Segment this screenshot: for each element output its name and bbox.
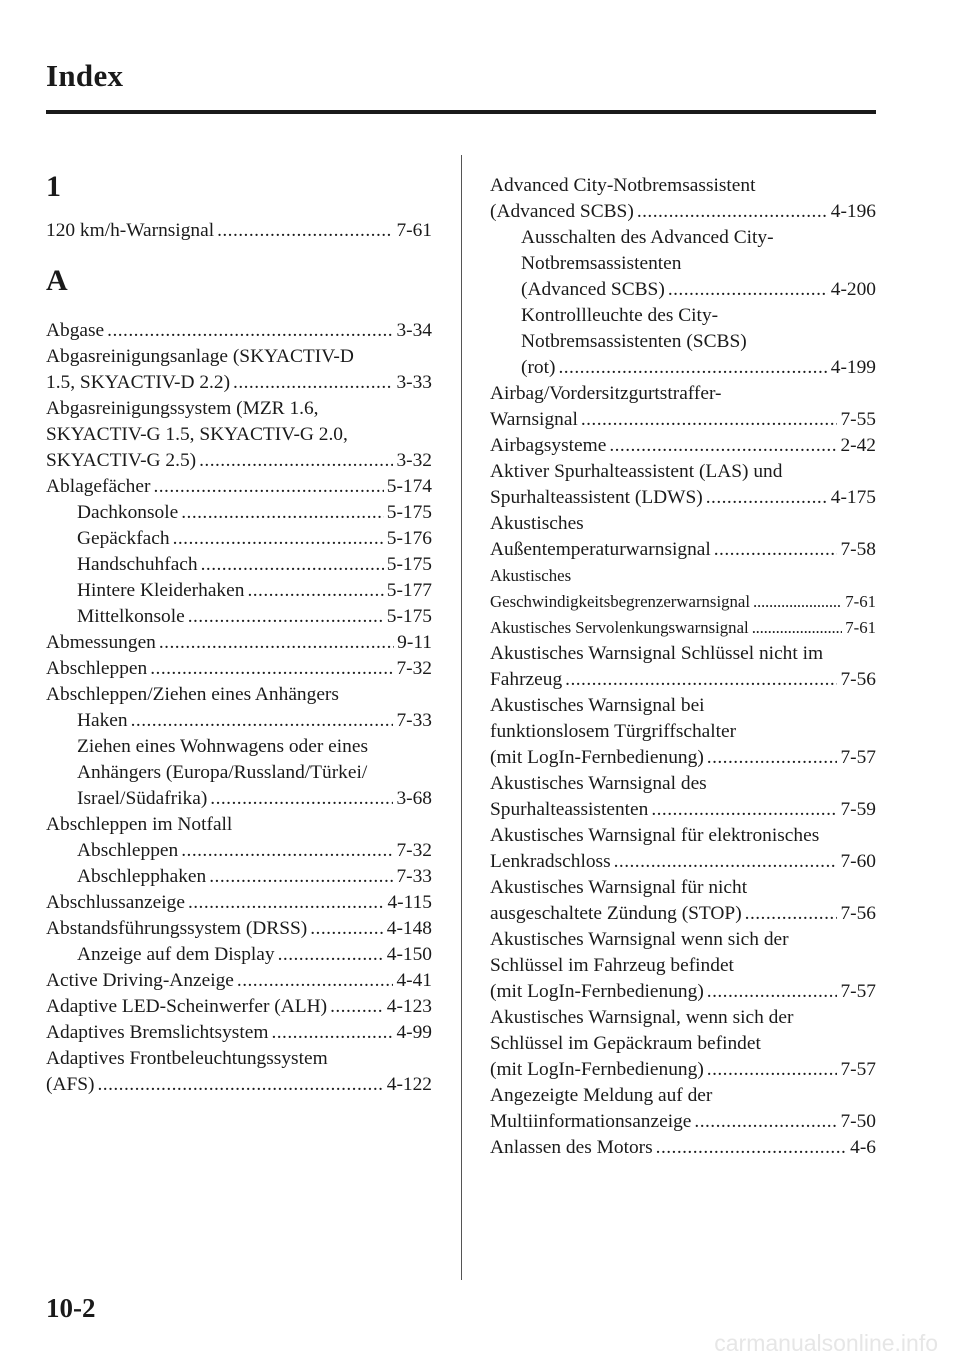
index-entry: [490, 563, 876, 589]
index-section-1: [46, 218, 432, 244]
dot-leader: [181, 500, 384, 526]
entry-term: Abschleppen/Ziehen eines Anhängers: [46, 684, 339, 705]
entry-page-ref: 2-42: [840, 435, 876, 456]
index-entry: [490, 1005, 876, 1031]
index-entry: [490, 433, 876, 459]
index-section-a: [46, 318, 432, 1098]
dot-leader: [150, 656, 393, 682]
index-entry: [490, 667, 876, 693]
entry-term: (Advanced SCBS): [490, 201, 634, 222]
entry-term: Anhängers (Europa/Russland/Türkei/: [77, 762, 368, 783]
entry-term: (rot): [521, 357, 556, 378]
index-entry: [46, 994, 432, 1020]
dot-leader: [217, 218, 393, 244]
entry-term: Adaptive LED-Scheinwerfer (ALH): [46, 996, 328, 1017]
watermark: carmanualsonline.info: [714, 1330, 938, 1356]
index-entry: [490, 953, 876, 979]
index-entry: [46, 812, 432, 838]
index-entry: [490, 745, 876, 771]
dot-leader: [707, 745, 838, 771]
entry-term: Außentemperaturwarnsignal: [490, 539, 711, 560]
index-entry: [46, 916, 432, 942]
index-entry: [46, 942, 432, 968]
dot-leader: [181, 838, 393, 864]
entry-term: Dachkonsole: [77, 502, 179, 523]
entry-term: Lenkradschloss: [490, 851, 611, 872]
index-entry: [490, 225, 876, 251]
entry-term: Abgasreinigungssystem (MZR 1.6,: [46, 398, 319, 419]
index-entry: [490, 537, 876, 563]
entry-page-ref: 7-50: [840, 1111, 876, 1132]
index-entry: [490, 355, 876, 381]
entry-page-ref: 4-199: [830, 357, 876, 378]
entry-term: Hintere Kleiderhaken: [77, 580, 245, 601]
index-column-right: [490, 173, 876, 1161]
dot-leader: [745, 901, 838, 927]
index-entry: [46, 604, 432, 630]
entry-page-ref: 7-60: [840, 851, 876, 872]
dot-leader: [237, 968, 394, 994]
index-entry: [490, 173, 876, 199]
dot-leader: [707, 979, 838, 1005]
index-entry: [490, 927, 876, 953]
index-entry: [46, 422, 432, 448]
index-entry: [46, 1072, 432, 1098]
entry-term: Aktiver Spurhalteassistent (LAS) und: [490, 461, 783, 482]
dot-leader: [107, 318, 393, 344]
entry-page-ref: 3-32: [396, 450, 432, 471]
entry-term: Akustisches Warnsignal bei: [490, 695, 705, 716]
entry-term: (AFS): [46, 1074, 95, 1095]
index-entry: [490, 615, 876, 641]
index-entry: [490, 511, 876, 537]
section-letter: 1: [46, 170, 61, 203]
dot-leader: [188, 890, 385, 916]
dot-leader: [310, 916, 384, 942]
index-entry: [46, 396, 432, 422]
entry-page-ref: 5-174: [386, 476, 432, 497]
dot-leader: [173, 526, 384, 552]
dot-leader: [330, 994, 384, 1020]
entry-term: Airbag/Vordersitzgurtstraffer-: [490, 383, 722, 404]
entry-page-ref: 4-175: [830, 487, 876, 508]
index-entry: [490, 797, 876, 823]
index-entry: [46, 786, 432, 812]
entry-page-ref: 7-57: [840, 981, 876, 1002]
entry-term: Akustisches Servolenkungswarnsignal: [490, 618, 749, 637]
entry-page-ref: 4-196: [830, 201, 876, 222]
index-entry: [490, 303, 876, 329]
entry-term: SKYACTIV-G 1.5, SKYACTIV-G 2.0,: [46, 424, 348, 445]
entry-term: Abgasreinigungsanlage (SKYACTIV-D: [46, 346, 354, 367]
index-entry: [490, 823, 876, 849]
dot-leader: [201, 552, 384, 578]
index-entry: [490, 979, 876, 1005]
entry-page-ref: 7-56: [840, 903, 876, 924]
index-entry: [490, 329, 876, 355]
index-entry: [490, 251, 876, 277]
entry-page-ref: 3-34: [396, 320, 432, 341]
entry-page-ref: 7-55: [840, 409, 876, 430]
entry-page-ref: 5-175: [386, 606, 432, 627]
dot-leader: [278, 942, 384, 968]
entry-page-ref: 7-32: [396, 840, 432, 861]
index-entry: [490, 641, 876, 667]
entry-term: 1.5, SKYACTIV-D 2.2): [46, 372, 231, 393]
entry-term: Akustisches Warnsignal des: [490, 773, 707, 794]
dot-leader: [706, 485, 828, 511]
entry-term: Akustisches Warnsignal für elektronisches: [490, 825, 820, 846]
entry-term: Notbremsassistenten (SCBS): [521, 331, 747, 352]
index-entry: [490, 1135, 876, 1161]
entry-term: Warnsignal: [490, 409, 578, 430]
entry-page-ref: 5-176: [386, 528, 432, 549]
index-entry: [46, 708, 432, 734]
index-entry: [490, 199, 876, 225]
dot-leader: [753, 589, 842, 615]
dot-leader: [651, 797, 837, 823]
index-entry: [46, 682, 432, 708]
entry-term: Geschwindigkeitsbegrenzerwarnsignal: [490, 592, 751, 611]
index-entry: [490, 1031, 876, 1057]
entry-term: Advanced City-Notbremsassistent: [490, 175, 756, 196]
index-entry: [46, 968, 432, 994]
dot-leader: [159, 630, 394, 656]
entry-page-ref: 3-68: [396, 788, 432, 809]
entry-term: ausgeschaltete Zündung (STOP): [490, 903, 742, 924]
entry-term: funktionslosem Türgriffschalter: [490, 721, 737, 742]
index-entry: [46, 218, 432, 244]
entry-page-ref: 7-59: [840, 799, 876, 820]
entry-page-ref: 7-57: [840, 1059, 876, 1080]
entry-page-ref: 4-6: [850, 1137, 876, 1158]
entry-page-ref: 7-58: [840, 539, 876, 560]
entry-term: Kontrollleuchte des City-: [521, 305, 719, 326]
dot-leader: [188, 604, 384, 630]
dot-leader: [581, 407, 838, 433]
dot-leader: [609, 433, 837, 459]
dot-leader: [558, 355, 827, 381]
dot-leader: [637, 199, 828, 225]
index-entry: [46, 890, 432, 916]
entry-term: Akustisches Warnsignal für nicht: [490, 877, 748, 898]
dot-leader: [614, 849, 838, 875]
entry-page-ref: 5-177: [386, 580, 432, 601]
index-entry: [490, 849, 876, 875]
index-entry: [490, 719, 876, 745]
entry-page-ref: 4-115: [387, 892, 432, 913]
column-divider: [461, 155, 462, 1280]
index-entry: [46, 578, 432, 604]
entry-page-ref: 7-61: [396, 220, 432, 241]
index-entry: [490, 693, 876, 719]
entry-page-ref: 9-11: [397, 632, 432, 653]
index-column-left: [46, 170, 432, 1098]
index-entry: [490, 589, 876, 615]
entry-page-ref: 7-33: [396, 866, 432, 887]
entry-page-ref: 7-61: [845, 592, 876, 611]
index-entry: [490, 381, 876, 407]
entry-term: Akustisches Warnsignal wenn sich der: [490, 929, 789, 950]
entry-page-ref: 7-32: [396, 658, 432, 679]
entry-term: Akustisches Warnsignal Schlüssel nicht im: [490, 643, 824, 664]
index-entry: [46, 864, 432, 890]
entry-term: Akustisches: [490, 566, 572, 585]
entry-page-ref: 7-33: [396, 710, 432, 731]
entry-term: Abgase: [46, 320, 105, 341]
entry-term: Akustisches: [490, 513, 584, 534]
header-rule: [46, 110, 876, 114]
dot-leader: [714, 537, 838, 563]
entry-term: Adaptives Bremslichtsystem: [46, 1022, 269, 1043]
index-entry: [490, 771, 876, 797]
entry-term: Schlüssel im Fahrzeug befindet: [490, 955, 734, 976]
entry-term: Spurhalteassistenten: [490, 799, 649, 820]
entry-term: Anzeige auf dem Display: [77, 944, 275, 965]
entry-term: Abschlussanzeige: [46, 892, 185, 913]
index-entry: [46, 344, 432, 370]
entry-page-ref: 7-56: [840, 669, 876, 690]
entry-page-ref: 4-123: [386, 996, 432, 1017]
index-entry: [46, 370, 432, 396]
entry-page-ref: 4-122: [386, 1074, 432, 1095]
index-entry: [46, 1020, 432, 1046]
index-entry: [46, 630, 432, 656]
entry-page-ref: 3-33: [396, 372, 432, 393]
entry-term: Spurhalteassistent (LDWS): [490, 487, 703, 508]
entry-term: Ausschalten des Advanced City-: [521, 227, 774, 248]
index-entry: [490, 277, 876, 303]
entry-page-ref: 4-200: [830, 279, 876, 300]
dot-leader: [694, 1109, 837, 1135]
entry-page-ref: 4-148: [386, 918, 432, 939]
index-entry: [46, 526, 432, 552]
page-title: Index: [46, 58, 124, 93]
entry-term: Ablagefächer: [46, 476, 151, 497]
entry-term: Adaptives Frontbeleuchtungssystem: [46, 1048, 328, 1069]
dot-leader: [707, 1057, 838, 1083]
entry-term: Anlassen des Motors: [490, 1137, 653, 1158]
entry-page-ref: 4-99: [396, 1022, 432, 1043]
entry-page-ref: 7-61: [845, 618, 876, 637]
entry-term: Mittelkonsole: [77, 606, 185, 627]
index-entry: [490, 875, 876, 901]
dot-leader: [153, 474, 383, 500]
index-entry: [490, 407, 876, 433]
entry-term: Abmessungen: [46, 632, 156, 653]
entry-term: 120 km/h-Warnsignal: [46, 220, 215, 241]
dot-leader: [752, 615, 843, 641]
entry-term: Abstandsführungssystem (DRSS): [46, 918, 308, 939]
entry-term: Abschleppen: [46, 658, 148, 679]
index-entry: [46, 760, 432, 786]
entry-term: Active Driving-Anzeige: [46, 970, 234, 991]
entry-page-ref: 5-175: [386, 502, 432, 523]
section-letter: A: [46, 264, 68, 297]
index-entry: [46, 1046, 432, 1072]
index-entry: [46, 474, 432, 500]
index-entry: [490, 1057, 876, 1083]
index-section-a-continued: [490, 173, 876, 1161]
index-entry: [46, 500, 432, 526]
entry-term: (Advanced SCBS): [521, 279, 665, 300]
index-entry: [490, 901, 876, 927]
index-entry: [490, 1083, 876, 1109]
entry-term: (mit LogIn-Fernbedienung): [490, 1059, 704, 1080]
dot-leader: [668, 277, 828, 303]
entry-page-ref: 4-150: [386, 944, 432, 965]
entry-term: Schlüssel im Gepäckraum befindet: [490, 1033, 761, 1054]
entry-term: SKYACTIV-G 2.5): [46, 450, 197, 471]
entry-term: Israel/Südafrika): [77, 788, 208, 809]
entry-term: Fahrzeug: [490, 669, 563, 690]
entry-term: Abschlepphaken: [77, 866, 207, 887]
index-entry: [490, 485, 876, 511]
entry-term: Abschleppen: [77, 840, 179, 861]
index-entry: [46, 656, 432, 682]
index-entry: [46, 552, 432, 578]
dot-leader: [210, 786, 393, 812]
dot-leader: [131, 708, 394, 734]
dot-leader: [656, 1135, 847, 1161]
entry-term: Ziehen eines Wohnwagens oder eines: [77, 736, 369, 757]
entry-page-ref: 4-41: [396, 970, 432, 991]
dot-leader: [247, 578, 383, 604]
index-entry: [490, 459, 876, 485]
index-entry: [46, 448, 432, 474]
index-entry: [46, 318, 432, 344]
entry-term: Gepäckfach: [77, 528, 170, 549]
dot-leader: [565, 667, 837, 693]
page-number: 10-2: [46, 1293, 96, 1323]
entry-page-ref: 5-175: [386, 554, 432, 575]
entry-term: (mit LogIn-Fernbedienung): [490, 981, 704, 1002]
dot-leader: [98, 1072, 384, 1098]
dot-leader: [271, 1020, 393, 1046]
entry-term: Haken: [77, 710, 128, 731]
entry-term: Airbagsysteme: [490, 435, 607, 456]
entry-term: Handschuhfach: [77, 554, 198, 575]
entry-term: (mit LogIn-Fernbedienung): [490, 747, 704, 768]
entry-term: Angezeigte Meldung auf der: [490, 1085, 713, 1106]
dot-leader: [199, 448, 393, 474]
entry-term: Akustisches Warnsignal, wenn sich der: [490, 1007, 794, 1028]
dot-leader: [209, 864, 393, 890]
dot-leader: [233, 370, 393, 396]
index-entry: [46, 734, 432, 760]
index-entry: [46, 838, 432, 864]
entry-page-ref: 7-57: [840, 747, 876, 768]
index-entry: [490, 1109, 876, 1135]
entry-term: Abschleppen im Notfall: [46, 814, 233, 835]
entry-term: Multiinformationsanzeige: [490, 1111, 692, 1132]
entry-term: Notbremsassistenten: [521, 253, 682, 274]
